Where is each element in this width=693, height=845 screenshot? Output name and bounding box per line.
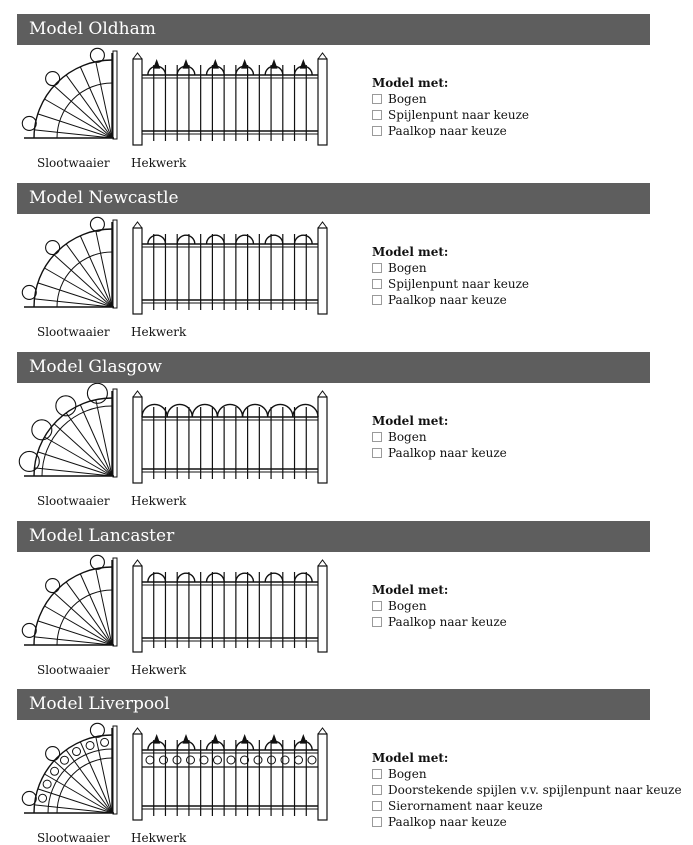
option-label: Paalkop naar keuze [388, 615, 507, 629]
fence-ornament-ring [295, 756, 303, 764]
option-item [372, 276, 529, 292]
fan-spoke [80, 236, 112, 307]
fence-post-right [318, 59, 327, 145]
fence-caption: Hekwerk [131, 663, 187, 677]
fence-drawing [18, 383, 348, 491]
fence-post-left [133, 566, 142, 652]
model-section-newcastle [0, 169, 693, 337]
fence-post-cap [133, 391, 142, 397]
fence-ornament-ring [160, 756, 168, 764]
option-label: Bogen [388, 767, 427, 781]
fence-drawing [18, 214, 348, 322]
option-item [372, 782, 682, 798]
fence-post-left [133, 59, 142, 145]
checkbox-icon [372, 801, 382, 811]
checkbox-icon [372, 817, 382, 827]
fan-ornament-ring [51, 767, 59, 775]
fence-post-cap [133, 53, 142, 59]
fan-scroll [22, 623, 36, 637]
checkbox-icon [372, 295, 382, 305]
fence-arch [142, 404, 167, 417]
checkbox-icon [372, 769, 382, 779]
fan-scroll [90, 48, 104, 62]
fence-post-cap [318, 222, 327, 228]
section-title: Model Liverpool [17, 689, 650, 720]
fan-ornament-ring [39, 794, 47, 802]
model-section-glasgow [0, 338, 693, 506]
fence-spear-tip [242, 735, 248, 743]
fence-arch [265, 235, 283, 244]
checkbox-icon [372, 279, 382, 289]
fan-spoke [54, 86, 112, 138]
fence-spear-tip [271, 60, 277, 68]
options-title: Model met: [372, 583, 449, 597]
fan-scroll [46, 241, 60, 255]
fence-arch [148, 573, 166, 582]
fence-post-right [318, 228, 327, 314]
option-label: Paalkop naar keuze [388, 124, 507, 138]
fan-scroll [22, 791, 36, 805]
fence-caption: Hekwerk [131, 494, 187, 508]
fan-spoke [80, 67, 112, 138]
fence-arch [236, 235, 254, 244]
fan-ornament-ring [73, 748, 81, 756]
checkbox-icon [372, 94, 382, 104]
fan-inner-arc [42, 406, 112, 476]
fence-spear-tip [271, 735, 277, 743]
fence-post-cap [133, 560, 142, 566]
fence-post-left [133, 228, 142, 314]
fence-post-cap [318, 560, 327, 566]
option-item [372, 798, 682, 814]
options-list [372, 75, 529, 139]
section-title: Model Newcastle [17, 183, 650, 214]
option-item [372, 445, 507, 461]
fence-spear-tip [154, 60, 160, 68]
model-section-oldham [0, 0, 693, 168]
option-label: Bogen [388, 261, 427, 275]
fan-scroll [90, 555, 104, 569]
fence-arch [192, 404, 217, 417]
fan-outer-arc [34, 398, 112, 476]
fan-spoke [80, 405, 112, 476]
fan-scroll [46, 72, 60, 86]
fence-post-right [318, 734, 327, 820]
options-title: Model met: [372, 76, 449, 90]
fence-ornament-ring [308, 756, 316, 764]
fence-spear-tip [300, 60, 306, 68]
option-label: Paalkop naar keuze [388, 446, 507, 460]
option-label: Bogen [388, 92, 427, 106]
fence-ornament-ring [227, 756, 235, 764]
fan-end-bar [113, 389, 117, 477]
fence-spear-tip [212, 735, 218, 743]
option-label: Paalkop naar keuze [388, 815, 507, 829]
fan-spoke [54, 255, 112, 307]
fence-arch [295, 235, 313, 244]
fan-caption: Slootwaaier [37, 494, 110, 508]
options-list [372, 750, 682, 830]
checkbox-icon [372, 432, 382, 442]
options-list [372, 582, 507, 630]
fence-arch [293, 404, 318, 417]
option-item [372, 614, 507, 630]
fence-ornament-ring [187, 756, 195, 764]
fence-arch [207, 235, 225, 244]
fan-scroll [19, 451, 39, 471]
checkbox-icon [372, 601, 382, 611]
option-item [372, 107, 529, 123]
fence-post-cap [318, 728, 327, 734]
checkbox-icon [372, 126, 382, 136]
fence-spear-tip [212, 60, 218, 68]
fan-ornament-ring [43, 780, 51, 788]
options-title: Model met: [372, 245, 449, 259]
option-item [372, 814, 682, 830]
fan-end-bar [113, 726, 117, 814]
checkbox-icon [372, 785, 382, 795]
option-label: Sierornament naar keuze [388, 799, 543, 813]
section-title: Model Lancaster [17, 521, 650, 552]
options-title: Model met: [372, 414, 449, 428]
fence-post-right [318, 566, 327, 652]
fence-arch [295, 573, 313, 582]
fence-caption: Hekwerk [131, 325, 187, 339]
fence-arch [148, 235, 166, 244]
option-item [372, 766, 682, 782]
fence-spear-tip [183, 60, 189, 68]
fence-drawing [18, 552, 348, 660]
fan-caption: Slootwaaier [37, 325, 110, 339]
fan-scroll [87, 383, 107, 403]
fan-spoke [54, 593, 112, 645]
fence-ornament-ring [214, 756, 222, 764]
checkbox-icon [372, 448, 382, 458]
option-label: Bogen [388, 430, 427, 444]
fan-caption: Slootwaaier [37, 831, 110, 845]
fence-ornament-ring [254, 756, 262, 764]
fence-arch [177, 235, 195, 244]
option-item [372, 123, 529, 139]
fence-post-cap [318, 53, 327, 59]
option-label: Doorstekende spijlen v.v. spijlenpunt naar keuze [388, 783, 682, 797]
fence-post-cap [318, 391, 327, 397]
fence-spear-tip [242, 60, 248, 68]
fan-spoke [80, 574, 112, 645]
option-label: Bogen [388, 599, 427, 613]
option-item [372, 91, 529, 107]
fence-spear-tip [183, 735, 189, 743]
fence-arch [177, 573, 195, 582]
fan-scroll [90, 217, 104, 231]
fan-scroll [22, 285, 36, 299]
fan-ornament-ring [101, 738, 109, 746]
fan-caption: Slootwaaier [37, 156, 110, 170]
fan-end-bar [113, 51, 117, 139]
fan-end-bar [113, 220, 117, 308]
option-label: Paalkop naar keuze [388, 293, 507, 307]
fence-arch [217, 404, 242, 417]
fence-caption: Hekwerk [131, 156, 187, 170]
fence-arch [243, 404, 268, 417]
fan-scroll [22, 116, 36, 130]
section-title: Model Oldham [17, 14, 650, 45]
option-item [372, 292, 529, 308]
checkbox-icon [372, 617, 382, 627]
section-title: Model Glasgow [17, 352, 650, 383]
option-item [372, 429, 507, 445]
fence-spear-tip [154, 735, 160, 743]
checkbox-icon [372, 110, 382, 120]
fence-post-left [133, 397, 142, 483]
fan-spoke [54, 761, 112, 813]
model-section-liverpool [0, 675, 693, 843]
fence-caption: Hekwerk [131, 831, 187, 845]
fan-ornament-ring [60, 756, 68, 764]
options-title: Model met: [372, 751, 449, 765]
model-section-lancaster [0, 507, 693, 675]
fence-arch [236, 573, 254, 582]
fan-end-bar [113, 558, 117, 646]
fan-scroll [46, 579, 60, 593]
fan-spoke [80, 742, 112, 813]
fence-post-right [318, 397, 327, 483]
fence-drawing [18, 720, 348, 828]
fence-post-left [133, 734, 142, 820]
fence-arch [207, 573, 225, 582]
option-item [372, 598, 507, 614]
option-label: Spijlenpunt naar keuze [388, 277, 530, 291]
fan-ornament-ring [86, 741, 94, 749]
fence-drawing [18, 45, 348, 153]
fence-post-cap [133, 222, 142, 228]
option-item [372, 260, 529, 276]
option-label: Spijlenpunt naar keuze [388, 108, 530, 122]
options-list [372, 413, 507, 461]
fan-spoke [54, 424, 112, 476]
fence-spear-tip [300, 735, 306, 743]
fan-scroll [46, 747, 60, 761]
checkbox-icon [372, 263, 382, 273]
options-list [372, 244, 529, 308]
fence-arch [265, 573, 283, 582]
fence-ornament-ring [146, 756, 154, 764]
fan-caption: Slootwaaier [37, 663, 110, 677]
fence-post-cap [133, 728, 142, 734]
fan-scroll [90, 723, 104, 737]
